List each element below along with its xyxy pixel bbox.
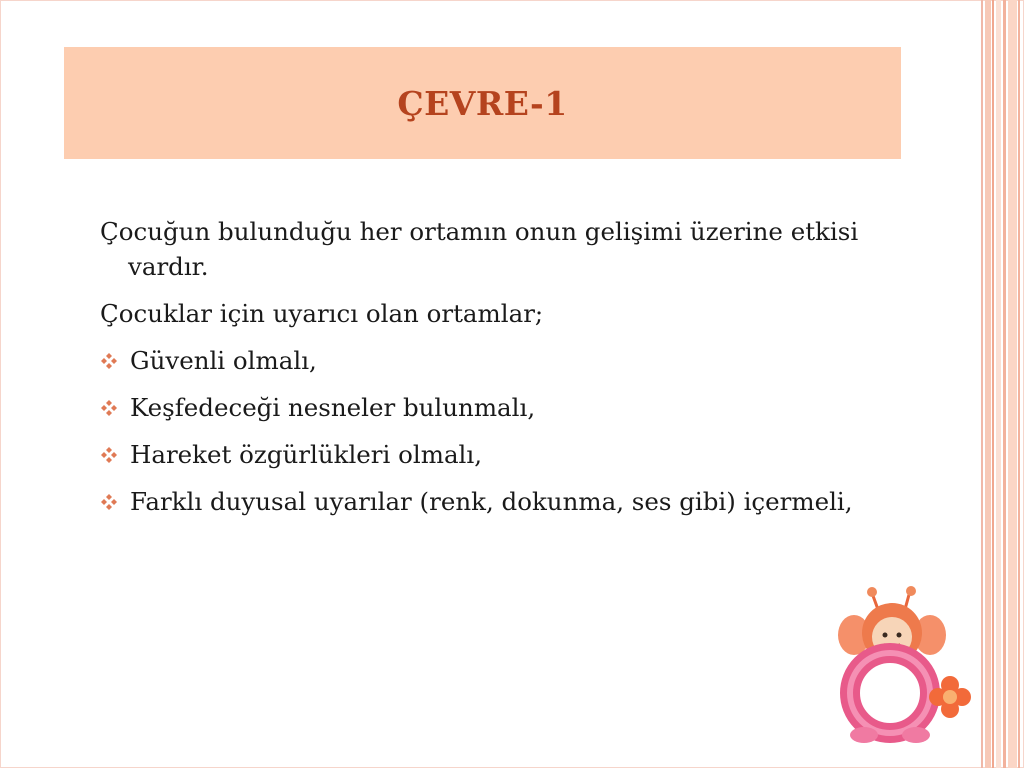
bullet-text: Farklı duyusal uyarılar (renk, dokunma, ses gibi) içermeli, <box>130 487 853 516</box>
diamond-bullet-icon <box>100 437 130 472</box>
diamond-bullet-icon <box>100 343 130 378</box>
decor-stripe <box>1003 0 1006 768</box>
decor-stripe <box>996 0 1001 768</box>
decor-stripe <box>992 0 994 768</box>
slide-title: ÇEVRE-1 <box>397 83 568 123</box>
title-box <box>64 47 901 159</box>
bullet-text: Güvenli olmalı, <box>130 346 317 375</box>
diamond-bullet-icon <box>100 390 130 425</box>
decor-stripe <box>1018 0 1020 768</box>
slide-content <box>100 214 860 531</box>
bullet-text: Keşfedeceği nesneler bulunmalı, <box>130 393 536 422</box>
baby-toy-image <box>832 585 982 745</box>
paragraph: Çocuklar için uyarıcı olan ortamlar; <box>100 299 544 328</box>
paragraph: Çocuğun bulunduğu her ortamın onun gelişimi üzerine etkisi vardır. <box>100 217 859 281</box>
bullet-item <box>100 390 860 425</box>
bullet-item <box>100 437 860 472</box>
bullet-item <box>100 343 860 378</box>
decor-stripe <box>985 0 991 768</box>
bullet-text: Hareket özgürlükleri olmalı, <box>130 440 483 469</box>
diamond-bullet-icon <box>100 484 130 519</box>
decor-stripe <box>1008 0 1017 768</box>
bullet-item <box>100 484 860 519</box>
